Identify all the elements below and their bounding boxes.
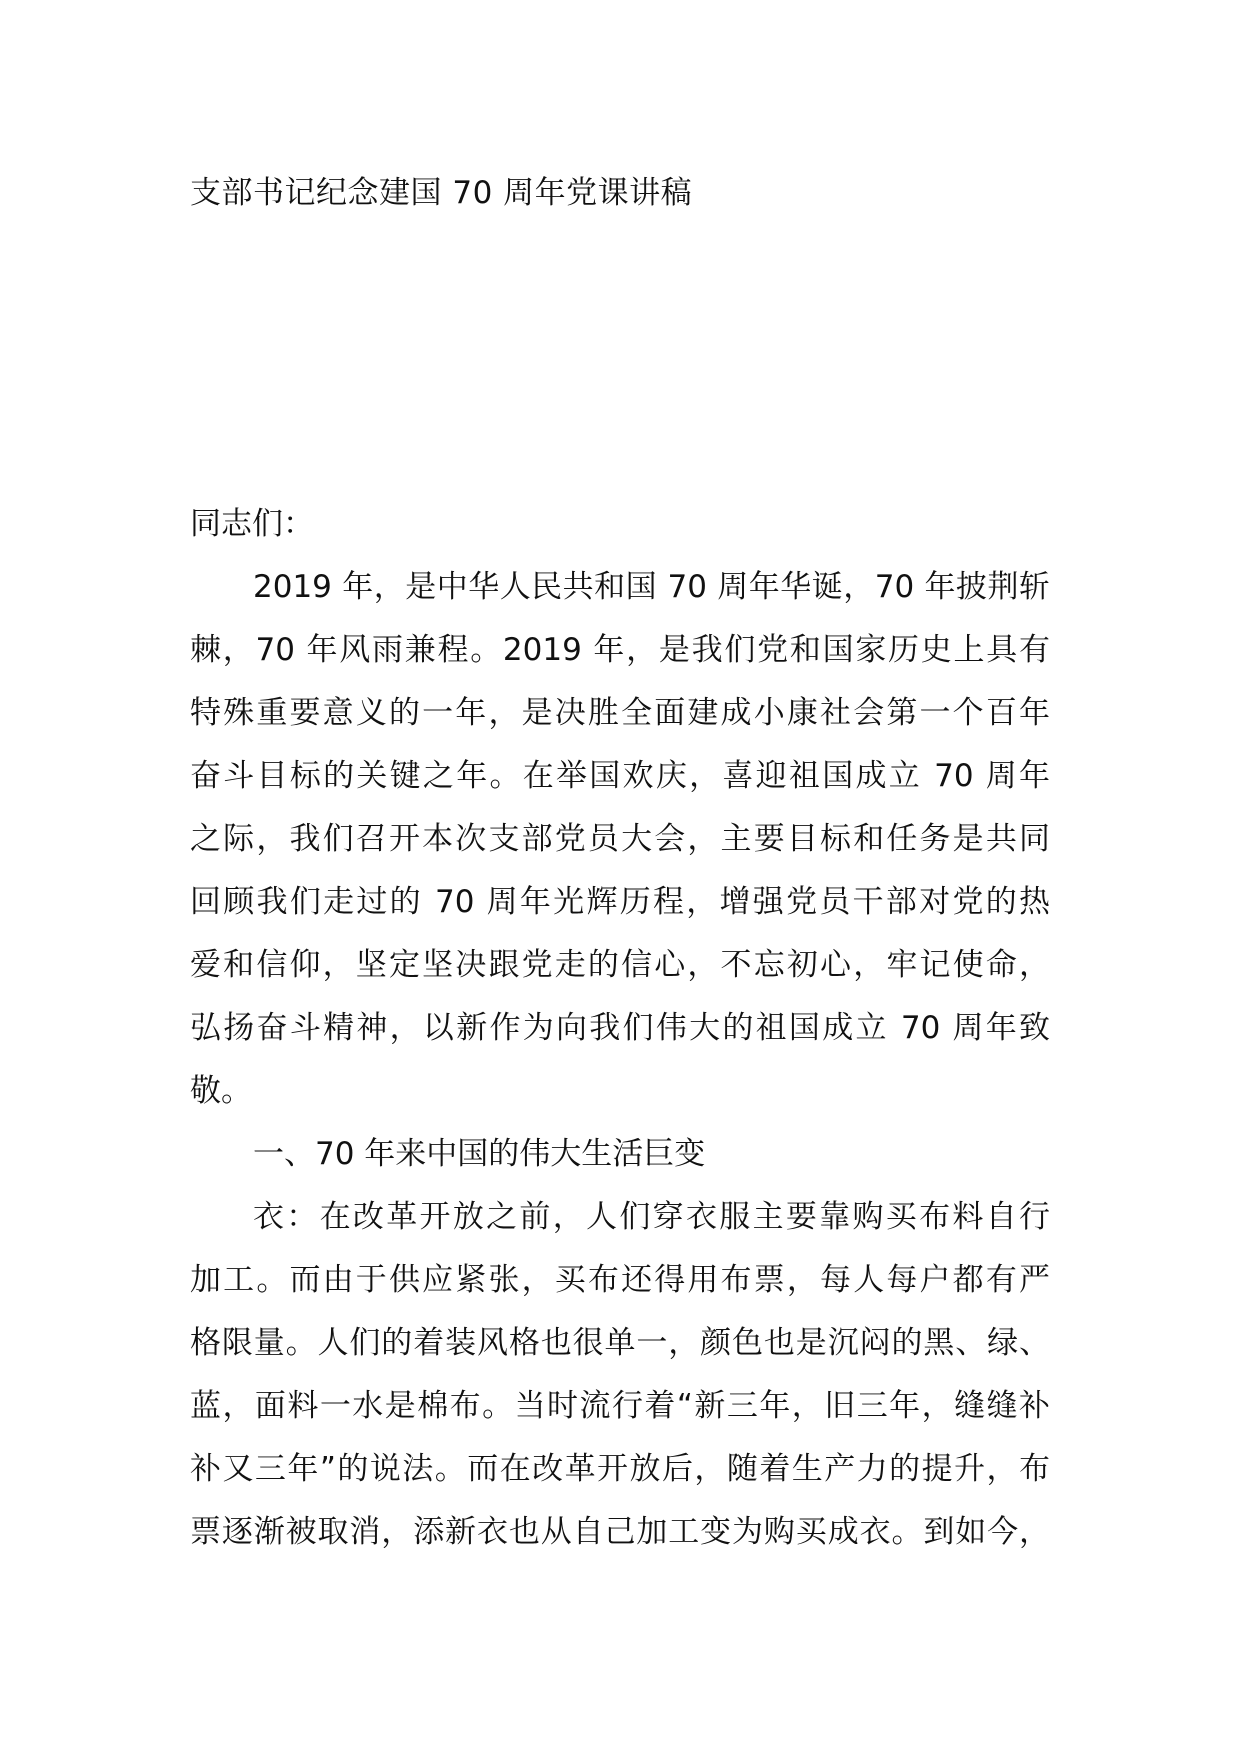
body-text-line: 之际，我们召开本次支部党员大会，主要目标和任务是共同 [190, 821, 1050, 857]
document-body [190, 493, 1050, 1564]
body-text-line: 回顾我们走过的 70 周年光辉历程，增强党员干部对党的热 [190, 884, 1050, 920]
body-text-line: 爱和信仰，坚定坚决跟党走的信心，不忘初心，牢记使命， [190, 947, 1050, 983]
body-text-line: 奋斗目标的关键之年。在举国欢庆，喜迎祖国成立 70 周年 [190, 758, 1050, 794]
body-text-line: 衣：在改革开放之前，人们穿衣服主要靠购买布料自行 [253, 1199, 1050, 1235]
body-text-line: 补又三年”的说法。而在改革开放后，随着生产力的提升，布 [190, 1451, 1050, 1487]
body-text-line: 棘，70 年风雨兼程。2019 年，是我们党和国家历史上具有 [190, 632, 1050, 668]
body-text-line: 一、70 年来中国的伟大生活巨变 [253, 1136, 706, 1172]
body-text-line: 格限量。人们的着装风格也很单一，颜色也是沉闷的黑、绿、 [190, 1325, 1050, 1361]
document-title: 支部书记纪念建国 70 周年党课讲稿 [190, 175, 693, 211]
body-text-line: 同志们： [190, 506, 314, 542]
body-text-line: 蓝，面料一水是棉布。当时流行着“新三年，旧三年，缝缝补 [190, 1388, 1050, 1424]
body-text-line: 2019 年，是中华人民共和国 70 周年华诞，70 年披荆斩 [253, 569, 1050, 605]
body-text-line: 弘扬奋斗精神，以新作为向我们伟大的祖国成立 70 周年致 [190, 1010, 1050, 1046]
body-text-line: 加工。而由于供应紧张，买布还得用布票，每人每户都有严 [190, 1262, 1050, 1298]
body-text-line: 特殊重要意义的一年，是决胜全面建成小康社会第一个百年 [190, 695, 1050, 731]
body-text-line: 票逐渐被取消，添新衣也从自己加工变为购买成衣。到如今， [190, 1514, 1050, 1550]
body-text-line: 敬。 [190, 1073, 252, 1109]
